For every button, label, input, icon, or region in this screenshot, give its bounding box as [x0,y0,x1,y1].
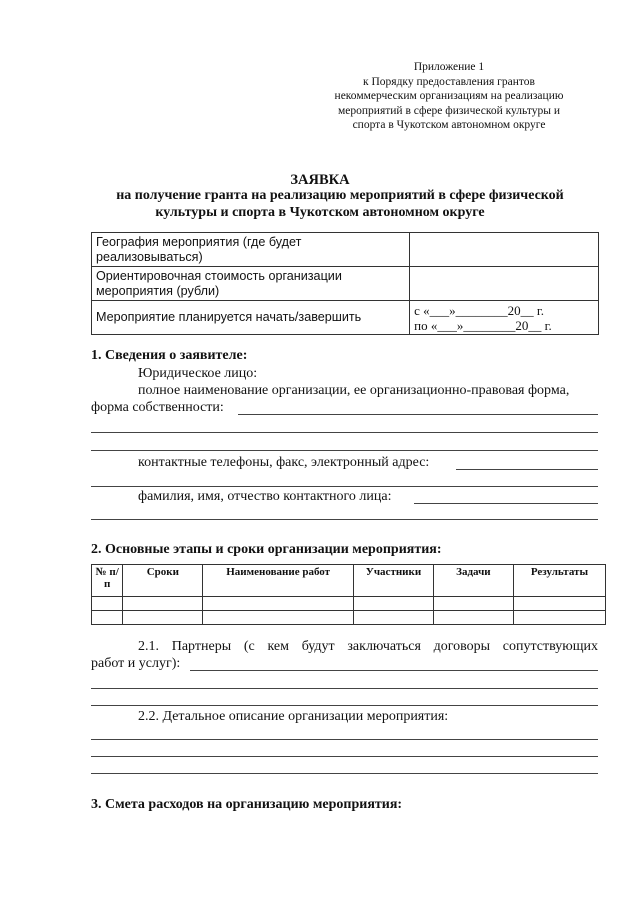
cost-label: Ориентировочная стоимость организации мероприятия (рубли) [92,267,410,301]
input-line[interactable] [91,773,598,774]
input-line[interactable] [91,432,598,433]
appendix-line: спорта в Чукотском автономном округе [352,119,546,131]
table-cell[interactable] [92,611,123,625]
input-line[interactable] [91,756,598,757]
dates-label: Мероприятие планируется начать/завершить [92,301,410,335]
appendix-line: к Порядку предоставления грантов [363,75,535,88]
document-title: ЗАЯВКА [290,172,350,188]
column-header: № п/п [92,565,123,597]
table-row [92,597,606,611]
appendix-line: мероприятий в сфере физической культуры и [338,104,560,117]
end-date: по «___»________20__ г. [414,317,552,333]
contacts-label: контактные телефоны, факс, электронный адрес: [138,455,430,470]
table-cell[interactable] [203,597,354,611]
table-cell[interactable] [203,611,354,625]
section-3-heading: 3. Смета расходов на организацию мероприятия: [91,797,403,812]
geography-label: География мероприятия (где будет реализовываться) [92,233,410,267]
document-subtitle: культуры и спорта в Чукотском автономном округе [155,205,485,220]
column-header: Задачи [433,565,513,597]
info-table [91,232,599,335]
table-cell[interactable] [513,597,605,611]
column-header: Результаты [513,565,605,597]
contacts-input-line[interactable] [456,469,598,470]
ownership-label: форма собственности: [91,400,224,415]
table-cell[interactable] [123,597,203,611]
appendix-line: некоммерческим организациям на реализацию [334,90,564,102]
table-cell[interactable] [92,597,123,611]
table-cell[interactable] [433,611,513,625]
cost-field[interactable] [410,267,599,301]
column-header: Наименование работ [203,565,354,597]
appendix-note [300,60,598,133]
table-cell[interactable] [513,611,605,625]
input-line[interactable] [91,688,598,689]
table-row [92,611,606,625]
partners-label-cont: работ и услуг): [91,656,181,671]
table-cell[interactable] [433,597,513,611]
input-line[interactable] [91,450,598,451]
section-1-heading: 1. Сведения о заявителе: [91,348,248,363]
legal-entity-label: Юридическое лицо: [138,366,258,381]
partners-label: 2.1. Партнеры (с кем будут заключаться договоры сопутствующих [138,639,598,654]
input-line[interactable] [91,705,598,706]
stages-table [91,564,606,625]
column-header: Сроки [123,565,203,597]
input-line[interactable] [91,519,598,520]
table-cell[interactable] [354,597,434,611]
table-cell[interactable] [354,611,434,625]
description-label: 2.2. Детальное описание организации мероприятия: [138,709,449,724]
column-header: Участники [354,565,434,597]
input-line[interactable] [91,486,598,487]
appendix-line: Приложение 1 [413,61,485,73]
org-name-label: полное наименование организации, ее организационно-правовая форма, [138,383,570,398]
geography-field[interactable] [410,233,599,267]
dates-field[interactable] [410,301,599,335]
partners-input-line[interactable] [190,670,598,671]
table-cell[interactable] [123,611,203,625]
section-2-heading: 2. Основные этапы и сроки организации мероприятия: [91,542,442,557]
contact-person-label: фамилия, имя, отчество контактного лица: [138,489,392,504]
ownership-input-line[interactable] [238,414,598,415]
document-subtitle: на получение гранта на реализацию мероприятий в сфере физической [116,188,564,203]
contact-person-input-line[interactable] [414,503,598,504]
start-date: с «___»________20__ г. [414,302,545,318]
input-line[interactable] [91,739,598,740]
